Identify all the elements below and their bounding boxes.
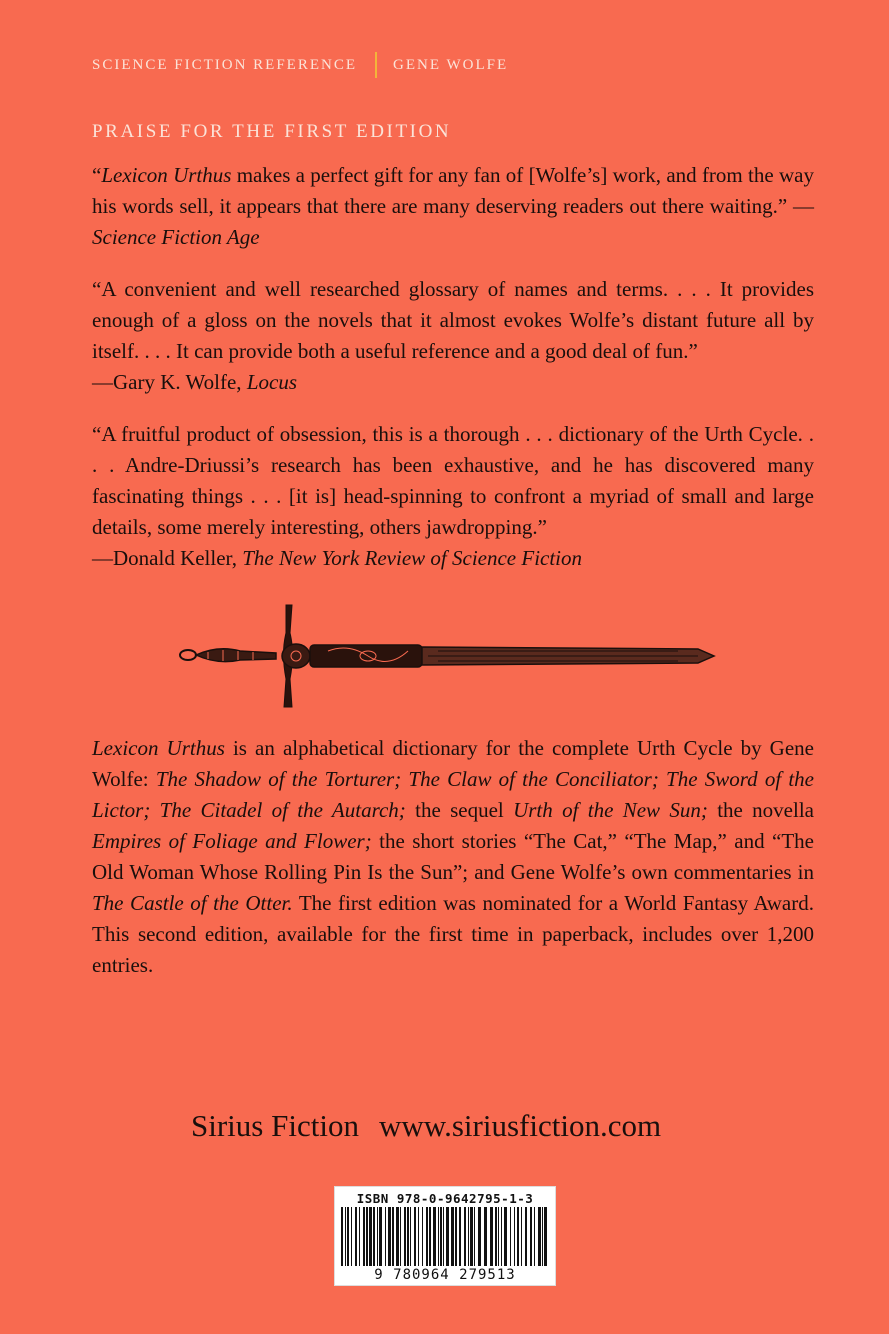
publisher-name: Sirius Fiction bbox=[191, 1108, 359, 1143]
barcode-bar bbox=[525, 1207, 527, 1269]
barcode-bar bbox=[495, 1207, 497, 1269]
barcode-bar bbox=[478, 1207, 481, 1269]
review-quote-1: “Lexicon Urthus makes a perfect gift for any fan of [Wolfe’s] work, and from the way his words sell, it appears that there are many deserving readers out there waiting.” —Science Fiction Age bbox=[92, 163, 814, 249]
barcode-bar bbox=[464, 1207, 466, 1269]
barcode-bar bbox=[468, 1207, 469, 1269]
barcode-bar bbox=[510, 1207, 511, 1269]
review-source: The New York Review of Science Fiction bbox=[242, 546, 583, 570]
barcode-bar bbox=[396, 1207, 399, 1269]
barcode-bar bbox=[351, 1207, 352, 1269]
book-title: Lexicon Urthus bbox=[101, 163, 232, 187]
barcode-bar bbox=[363, 1207, 365, 1269]
author-label: GENE WOLFE bbox=[393, 56, 509, 73]
barcode-bar bbox=[440, 1207, 442, 1269]
barcode-bar bbox=[474, 1207, 475, 1269]
review-source: Locus bbox=[246, 370, 297, 394]
publisher-line bbox=[191, 1108, 661, 1144]
barcode-bar bbox=[410, 1207, 411, 1269]
barcode-bar bbox=[544, 1207, 547, 1269]
quote-text: “A fruitful product of obsession, this is a thorough . . . dictionary of the Urth Cycle. . . . Andre-Driussi’s research has been exhaustive, and he has discovered many fascinating things . . . [it is] head-spinning to confront a myriad of small and large details, some merely interesting, others jawdropping.” bbox=[92, 422, 814, 539]
barcode-bar bbox=[341, 1207, 343, 1269]
barcode-bar bbox=[538, 1207, 541, 1269]
barcode-bar bbox=[369, 1207, 372, 1269]
barcode-bar bbox=[407, 1207, 409, 1269]
quote-text: “A convenient and well researched glossary of names and terms. . . . It provides enough of a gloss on the novels that it almost evokes Wolfe’s distant future all by itself. . . . It can provide both a useful reference and a good deal of fun.” bbox=[92, 277, 814, 363]
quote-attribution: —Donald Keller, The New York Review of Science Fiction bbox=[92, 546, 583, 570]
book-description: Lexicon Urthus is an alphabetical dictionary for the complete Urth Cycle by Gene Wolfe: The Shadow of the Torturer; The Claw of the Conciliator; The Sword of the Lictor; The Citadel of the Autarch; the sequel Urth of the New Sun; the novella Empires of Foliage and Flower; the short stories “The Cat,” “The Map,” and “The Old Woman Whose Rolling Pin Is the Sun”; and Gene Wolfe’s own commentaries in The Castle of the Otter. The first edition was nominated for a World Fantasy Award. This second edition, available for the first time in paperback, includes over 1,200 entries. bbox=[92, 736, 815, 977]
header-separator bbox=[375, 52, 377, 78]
barcode-bar bbox=[355, 1207, 357, 1269]
barcode-bar bbox=[388, 1207, 391, 1269]
barcode-bar bbox=[521, 1207, 522, 1269]
barcode-bar bbox=[534, 1207, 535, 1269]
barcode-bar bbox=[422, 1207, 423, 1269]
barcode-bar bbox=[446, 1207, 449, 1269]
barcode-bar bbox=[498, 1207, 499, 1269]
barcode-bar bbox=[501, 1207, 502, 1269]
barcode-bar bbox=[366, 1207, 368, 1269]
barcode-bar bbox=[400, 1207, 401, 1269]
barcode-bar bbox=[404, 1207, 406, 1269]
barcode-bar bbox=[443, 1207, 444, 1269]
barcode-bar bbox=[373, 1207, 375, 1269]
barcode-bar bbox=[433, 1207, 436, 1269]
barcode-bar bbox=[345, 1207, 346, 1269]
barcode-bar bbox=[459, 1207, 461, 1269]
barcode-bar bbox=[429, 1207, 431, 1269]
barcode-bar bbox=[377, 1207, 378, 1269]
barcode-bar bbox=[418, 1207, 419, 1269]
review-source: Science Fiction Age bbox=[92, 225, 260, 249]
barcode-bar bbox=[490, 1207, 493, 1269]
quote-attribution: —Gary K. Wolfe, Locus bbox=[92, 370, 297, 394]
barcode-bar bbox=[514, 1207, 515, 1269]
barcode-bar bbox=[385, 1207, 386, 1269]
review-quote-2 bbox=[92, 274, 814, 398]
barcode-bar bbox=[392, 1207, 394, 1269]
barcode-bar bbox=[426, 1207, 428, 1269]
barcode-bar bbox=[530, 1207, 532, 1269]
barcode-bar bbox=[438, 1207, 439, 1269]
barcode-bar bbox=[414, 1207, 416, 1269]
barcode-bar bbox=[484, 1207, 487, 1269]
barcode-bar bbox=[451, 1207, 454, 1269]
barcode-digits: 9 780964 279513 bbox=[335, 1266, 555, 1283]
barcode-bar bbox=[517, 1207, 519, 1269]
barcode-bars bbox=[339, 1207, 553, 1269]
barcode-bar bbox=[359, 1207, 360, 1269]
category-label: SCIENCE FICTION REFERENCE bbox=[92, 56, 358, 73]
praise-heading: PRAISE FOR THE FIRST EDITION bbox=[92, 121, 452, 142]
series-header bbox=[92, 52, 508, 78]
isbn-barcode bbox=[334, 1186, 556, 1286]
barcode-bar bbox=[379, 1207, 382, 1269]
sword-illustration bbox=[178, 603, 718, 711]
isbn-label: ISBN 978-0-9642795-1-3 bbox=[356, 1191, 534, 1206]
barcode-bar bbox=[470, 1207, 473, 1269]
barcode-bar bbox=[347, 1207, 349, 1269]
barcode-bar bbox=[542, 1207, 543, 1269]
barcode-bar bbox=[504, 1207, 507, 1269]
publisher-url[interactable]: www.siriusfiction.com bbox=[378, 1108, 662, 1143]
review-quote-3 bbox=[92, 419, 814, 574]
barcode-bar bbox=[455, 1207, 457, 1269]
